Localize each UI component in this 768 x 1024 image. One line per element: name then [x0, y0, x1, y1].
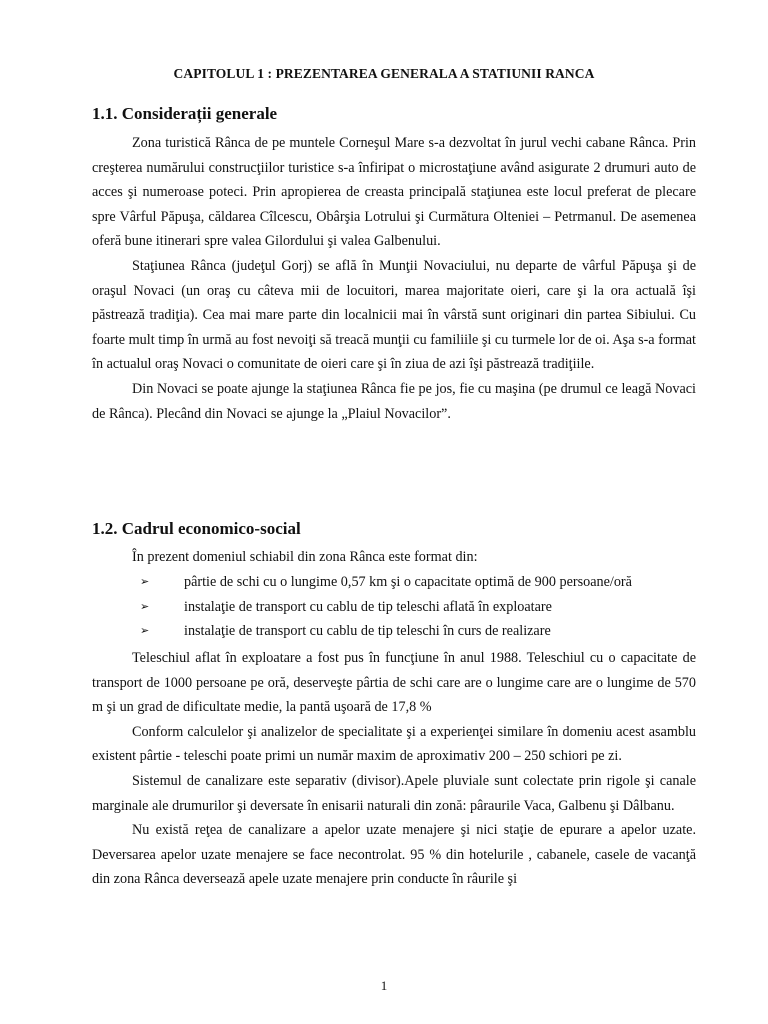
paragraph: Zona turistică Rânca de pe muntele Corneşul Mare s-a dezvoltat în jurul vechi cabane Rânca. Prin creşterea numărului construcţiilor turistice s-a înfiripat o microstaţiune având asigurate 2 drumuri auto de acces şi numeroase poteci. Prin apropierea de creasta principală staţiunea este locul preferat de plecare spre Vârful Păpuşa, căldarea Cîlcescu, Obârşia Lotrului şi Curmătura Olteniei – Petrmanul. De asemenea oferă bune itinerari spre valea Gilordului şi valea Galbenului.: [92, 135, 696, 250]
list-item-text: instalaţie de transport cu cablu de tip teleschi aflată în exploatare: [184, 598, 552, 615]
list-item-text: pârtie de schi cu o lungime 0,57 km şi o capacitate optimă de 900 persoane/oră: [184, 574, 632, 590]
paragraph: Staţiunea Rânca (judeţul Gorj) se află în Munţii Novaciului, nu departe de vârful Păpuşa şi de oraşul Novaci (un oraş cu câteva mii de locuitori, marea majoritate oieri, care şi la ora actuală îşi păstrează tradiţia). Cea mai mare parte din localnicii mai în vârstă sunt originari din partea Sibiului. Cu foarte mult timp în urmă au fost nevoiţi să treacă munţii cu familiile şi cu turmele lor de oi. Aşa s-a format în actualul oraş Novaci o comunitate de oieri care şi în ziua de azi îşi păstrează tradiţiile.: [92, 257, 696, 373]
list-item: [92, 570, 696, 595]
list-item: [92, 595, 696, 620]
paragraph: Din Novaci se poate ajunge la staţiunea Rânca fie pe jos, fie cu maşina (pe drumul ce leagă Novaci de Rânca). Plecând din Novaci se ajunge la „Plaiul Novacilor”.: [92, 380, 696, 422]
paragraph: Teleschiul aflat în exploatare a fost pus în funcţiune în anul 1988. Teleschiul cu o capacitate de transport de 1000 persoane pe oră, deserveşte pârtia de schi care are o lungime care are o lungime de 570 m şi un grad de dificultate medie, la pantă uşoară de 17,8 %: [92, 650, 696, 716]
ski-domain-list: [92, 570, 696, 644]
paragraph: Sistemul de canalizare este separativ (divisor).Apele pluviale sunt colectate prin rigole şi canale marginale ale drumurilor şi deversate în enisarii naturali din zonă: pâraurile Vaca, Galbenu şi Dâlbanu.: [92, 772, 696, 814]
arrow-bullet-icon: ➢: [140, 625, 150, 638]
arrow-bullet-icon: ➢: [140, 576, 150, 588]
paragraph: Nu există reţea de canalizare a apelor uzate menajere şi nici staţie de epurare a apelor uzate. Deversarea apelor uzate menajere se face necontrolat. 95 % din hotelurile , cabanele, casele de vacanţă din zona Rânca deversează apele uzate menajere prin conducte în râurile şi: [92, 822, 696, 888]
list-item-text: instalaţie de transport cu cablu de tip teleschi în curs de realizare: [184, 623, 551, 640]
chapter-title: CAPITOLUL 1 : PREZENTAREA GENERALA A STATIUNII RANCA: [173, 66, 595, 81]
paragraph: Conform calculelor şi analizelor de specialitate şi a experienţei similare în domeniu acest asamblu existent pârtie - teleschi poate primi un număr maxim de aproximativ 200 – 250 schiori pe zi.: [92, 723, 696, 765]
page-number: 1: [380, 978, 388, 993]
arrow-bullet-icon: ➢: [140, 600, 150, 613]
section-heading-1-2: 1.2. Cadrul economico-social: [92, 519, 301, 538]
section-1-1-body: [92, 131, 696, 426]
section-heading-1-1: 1.1. Considerații generale: [92, 104, 278, 123]
section-1-2-intro: [92, 545, 696, 570]
paragraph: În prezent domeniul schiabil din zona Rânca este format din:: [132, 549, 478, 565]
list-item: [92, 619, 696, 644]
section-1-2-body: [92, 646, 696, 892]
